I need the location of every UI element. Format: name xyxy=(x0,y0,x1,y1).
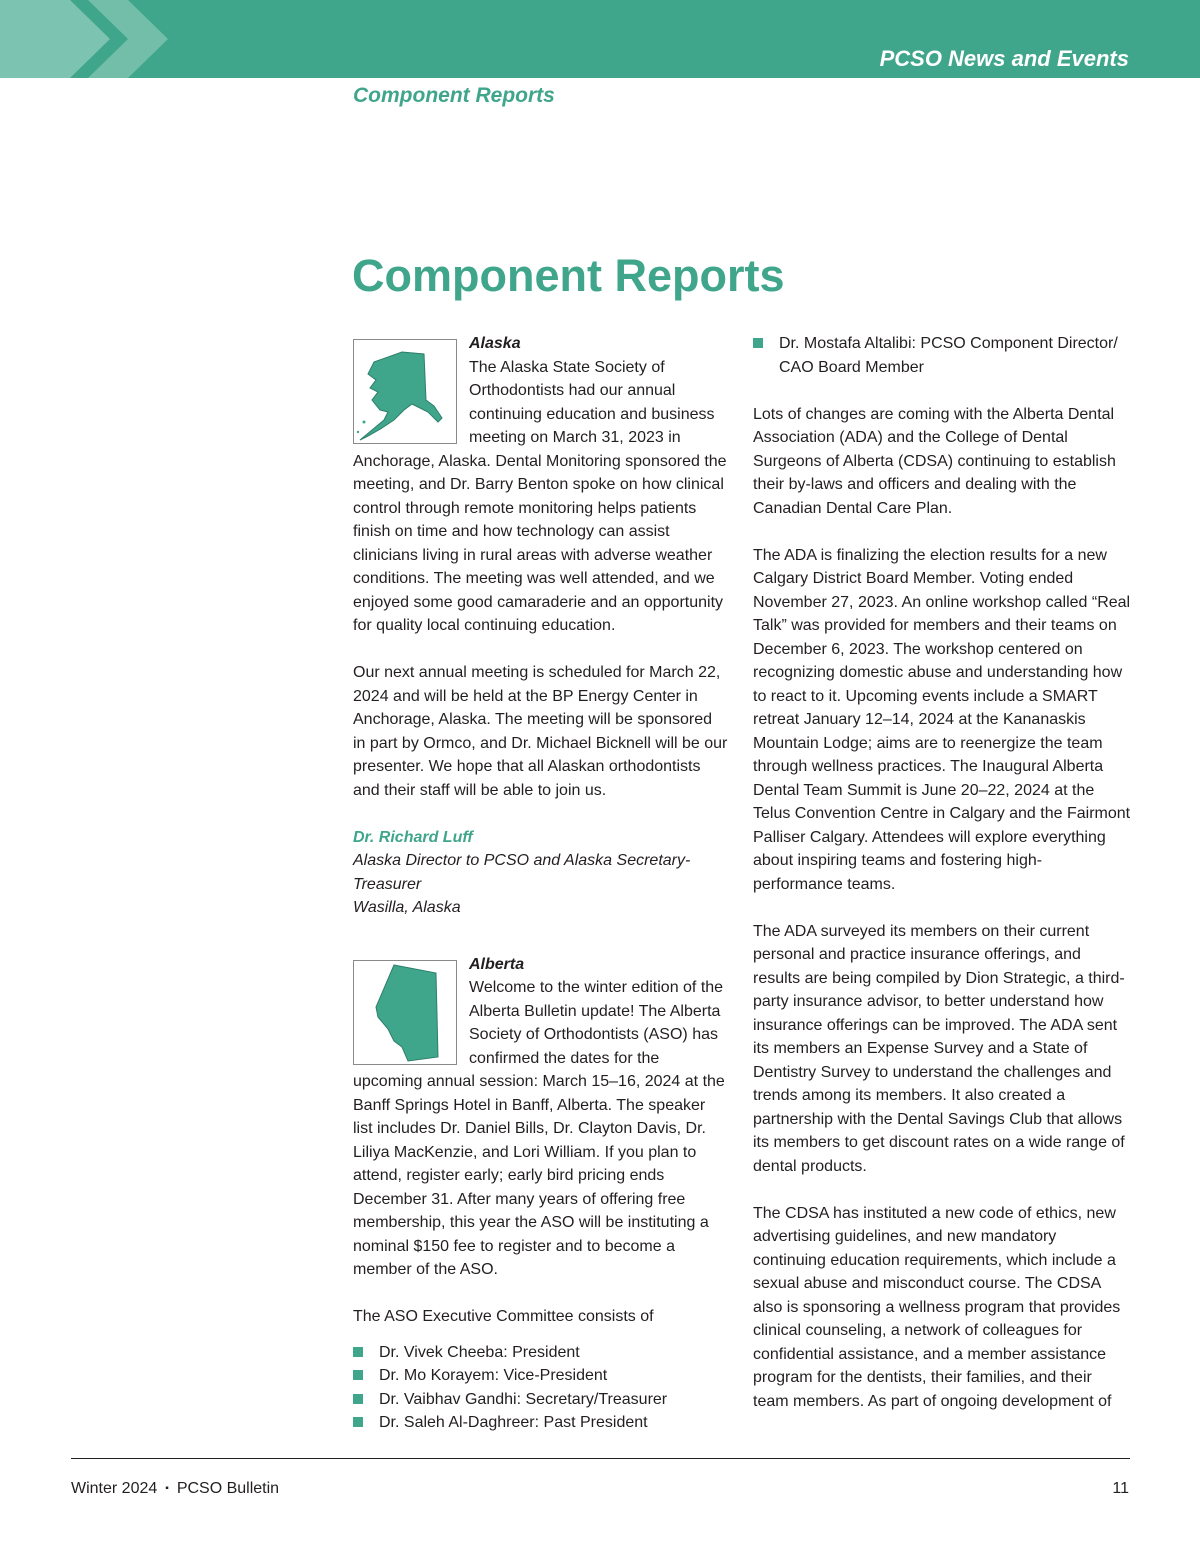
alberta-paragraph-1: Welcome to the winter edition of the Alberta Bulletin update! The Alberta Society of Orthodontists (ASO) has confirmed the dates for the upcoming annual session: March 15–16, 2024 at the Banff Springs Hotel in Banff, Alberta. The speaker list includes Dr. Daniel Bills, Dr. Clayton Davis, Dr. Liliya MacKenzie, and Lori William. If you plan to attend, register early; early bird pricing ends December 31. After many years of offering free membership, this year the ASO will be instituting a nominal $150 fee to register and to become a member of the ASO. xyxy=(353,979,725,1278)
list-item: Dr. Vivek Cheeba: President xyxy=(353,1341,728,1365)
list-item: Dr. Mostafa Altalibi: PCSO Component Director/ CAO Board Member xyxy=(753,332,1131,379)
alaska-state-map-icon xyxy=(354,340,456,443)
footer-divider xyxy=(71,1458,1130,1459)
alaska-map-frame xyxy=(353,339,457,444)
alberta-paragraph-5: The CDSA has instituted a new code of ethics, new advertising guidelines, and new mandatory continuing education requirements, which include a sexual abuse and misconduct course. The CDSA also is sponsoring a wellness program that provides clinical counseling, a network of colleagues for confidential assistance, and a member assistance program for the dentists, their families, and their team members. As part of ongoing development of xyxy=(753,1204,1121,1410)
bullet-square-icon xyxy=(353,1347,363,1357)
bullet-square-icon xyxy=(353,1370,363,1380)
list-item: Dr. Vaibhav Gandhi: Secretary/Treasurer xyxy=(353,1388,728,1412)
alaska-paragraph-2: Our next annual meeting is scheduled for March 22, 2024 and will be held at the BP Energy Center in Anchorage, Alaska. The meeting will be sponsored in part by Ormco, and Dr. Michael Bicknell will be our presenter. We hope that all Alaskan orthodontists and their staff will be able to join us. xyxy=(353,664,728,799)
committee-list-continued xyxy=(753,332,1131,379)
chevron-decoration-icon xyxy=(0,0,200,78)
left-column xyxy=(353,332,728,1435)
bullet-square-icon xyxy=(753,338,763,348)
alberta-paragraph-2: Lots of changes are coming with the Alberta Dental Association (ADA) and the College of Dental Surgeons of Alberta (CDSA) continuing to establish their by-laws and officers and dealing with the Canadian Dental Care Plan. xyxy=(753,405,1116,517)
author-name: Dr. Richard Luff xyxy=(353,828,473,846)
alberta-province-map-icon xyxy=(354,961,456,1064)
running-head: Component Reports xyxy=(353,84,555,107)
footer-issue: Winter 2024 xyxy=(71,1480,158,1497)
alaska-paragraph-1: The Alaska State Society of Orthodontists had our annual continuing education and business meeting on March 31, 2023 in Anchorage, Alaska. Dental Monitoring sponsored the meeting, and Dr. Barry Benton spoke on how clinical control through remote monitoring helps patients finish on time and how technology can assist clinicians living in rural areas with adverse weather conditions. The meeting was well attended, and we enjoyed some good camaraderie and an opportunity for quality local continuing education. xyxy=(353,358,727,634)
list-item: Dr. Saleh Al-Daghreer: Past President xyxy=(353,1411,728,1435)
author-title: Alaska Director to PCSO and Alaska Secretary-Treasurer xyxy=(353,852,691,893)
bullet-square-icon xyxy=(353,1417,363,1427)
footer-issue-line xyxy=(71,1480,279,1498)
author-location: Wasilla, Alaska xyxy=(353,899,461,916)
page-number: 11 xyxy=(1112,1480,1129,1497)
footer-separator: ▪ xyxy=(165,1483,169,1494)
alaska-heading: Alaska xyxy=(469,335,521,352)
alberta-map-frame xyxy=(353,960,457,1065)
author-block xyxy=(353,826,728,920)
alberta-paragraph-4: The ADA surveyed its members on their current personal and practice insurance offerings, and results are being compiled by Dion Strategic, a third-party insurance advisor, to better understand how insurance offerings can be improved. The ADA sent its members an Expense Survey and a State of Dentistry Survey to understand the challenges and trends among its members. It also created a partnership with the Dental Savings Club that allows its members to get discount rates on a wide range of dental products. xyxy=(753,922,1125,1175)
alberta-heading: Alberta xyxy=(469,955,525,973)
page-title: Component Reports xyxy=(352,250,785,301)
section-title: PCSO News and Events xyxy=(879,46,1129,71)
header-banner xyxy=(0,0,1200,78)
bullet-square-icon xyxy=(353,1394,363,1404)
committee-list xyxy=(353,1341,728,1435)
right-column xyxy=(753,332,1131,1437)
committee-intro: The ASO Executive Committee consists of xyxy=(353,1308,654,1325)
alberta-paragraph-3: The ADA is finalizing the election results for a new Calgary District Board Member. Voting ended November 27, 2023. An online workshop called “Real Talk” was provided for members and their teams on December 6, 2023. The workshop centered on recognizing domestic abuse and understanding how to react to it. Upcoming events include a SMART retreat January 12–14, 2024 at the Kananaskis Mountain Lodge; aims are to reenergize the team through wellness practices. The Inaugural Alberta Dental Team Summit is June 20–22, 2024 at the Telus Convention Centre in Calgary and the Fairmont Palliser Calgary. Attendees will explore everything about inspiring teams and fostering high-performance teams. xyxy=(753,546,1131,893)
list-item: Dr. Mo Korayem: Vice-President xyxy=(353,1364,728,1388)
footer-publication: PCSO Bulletin xyxy=(176,1480,280,1497)
